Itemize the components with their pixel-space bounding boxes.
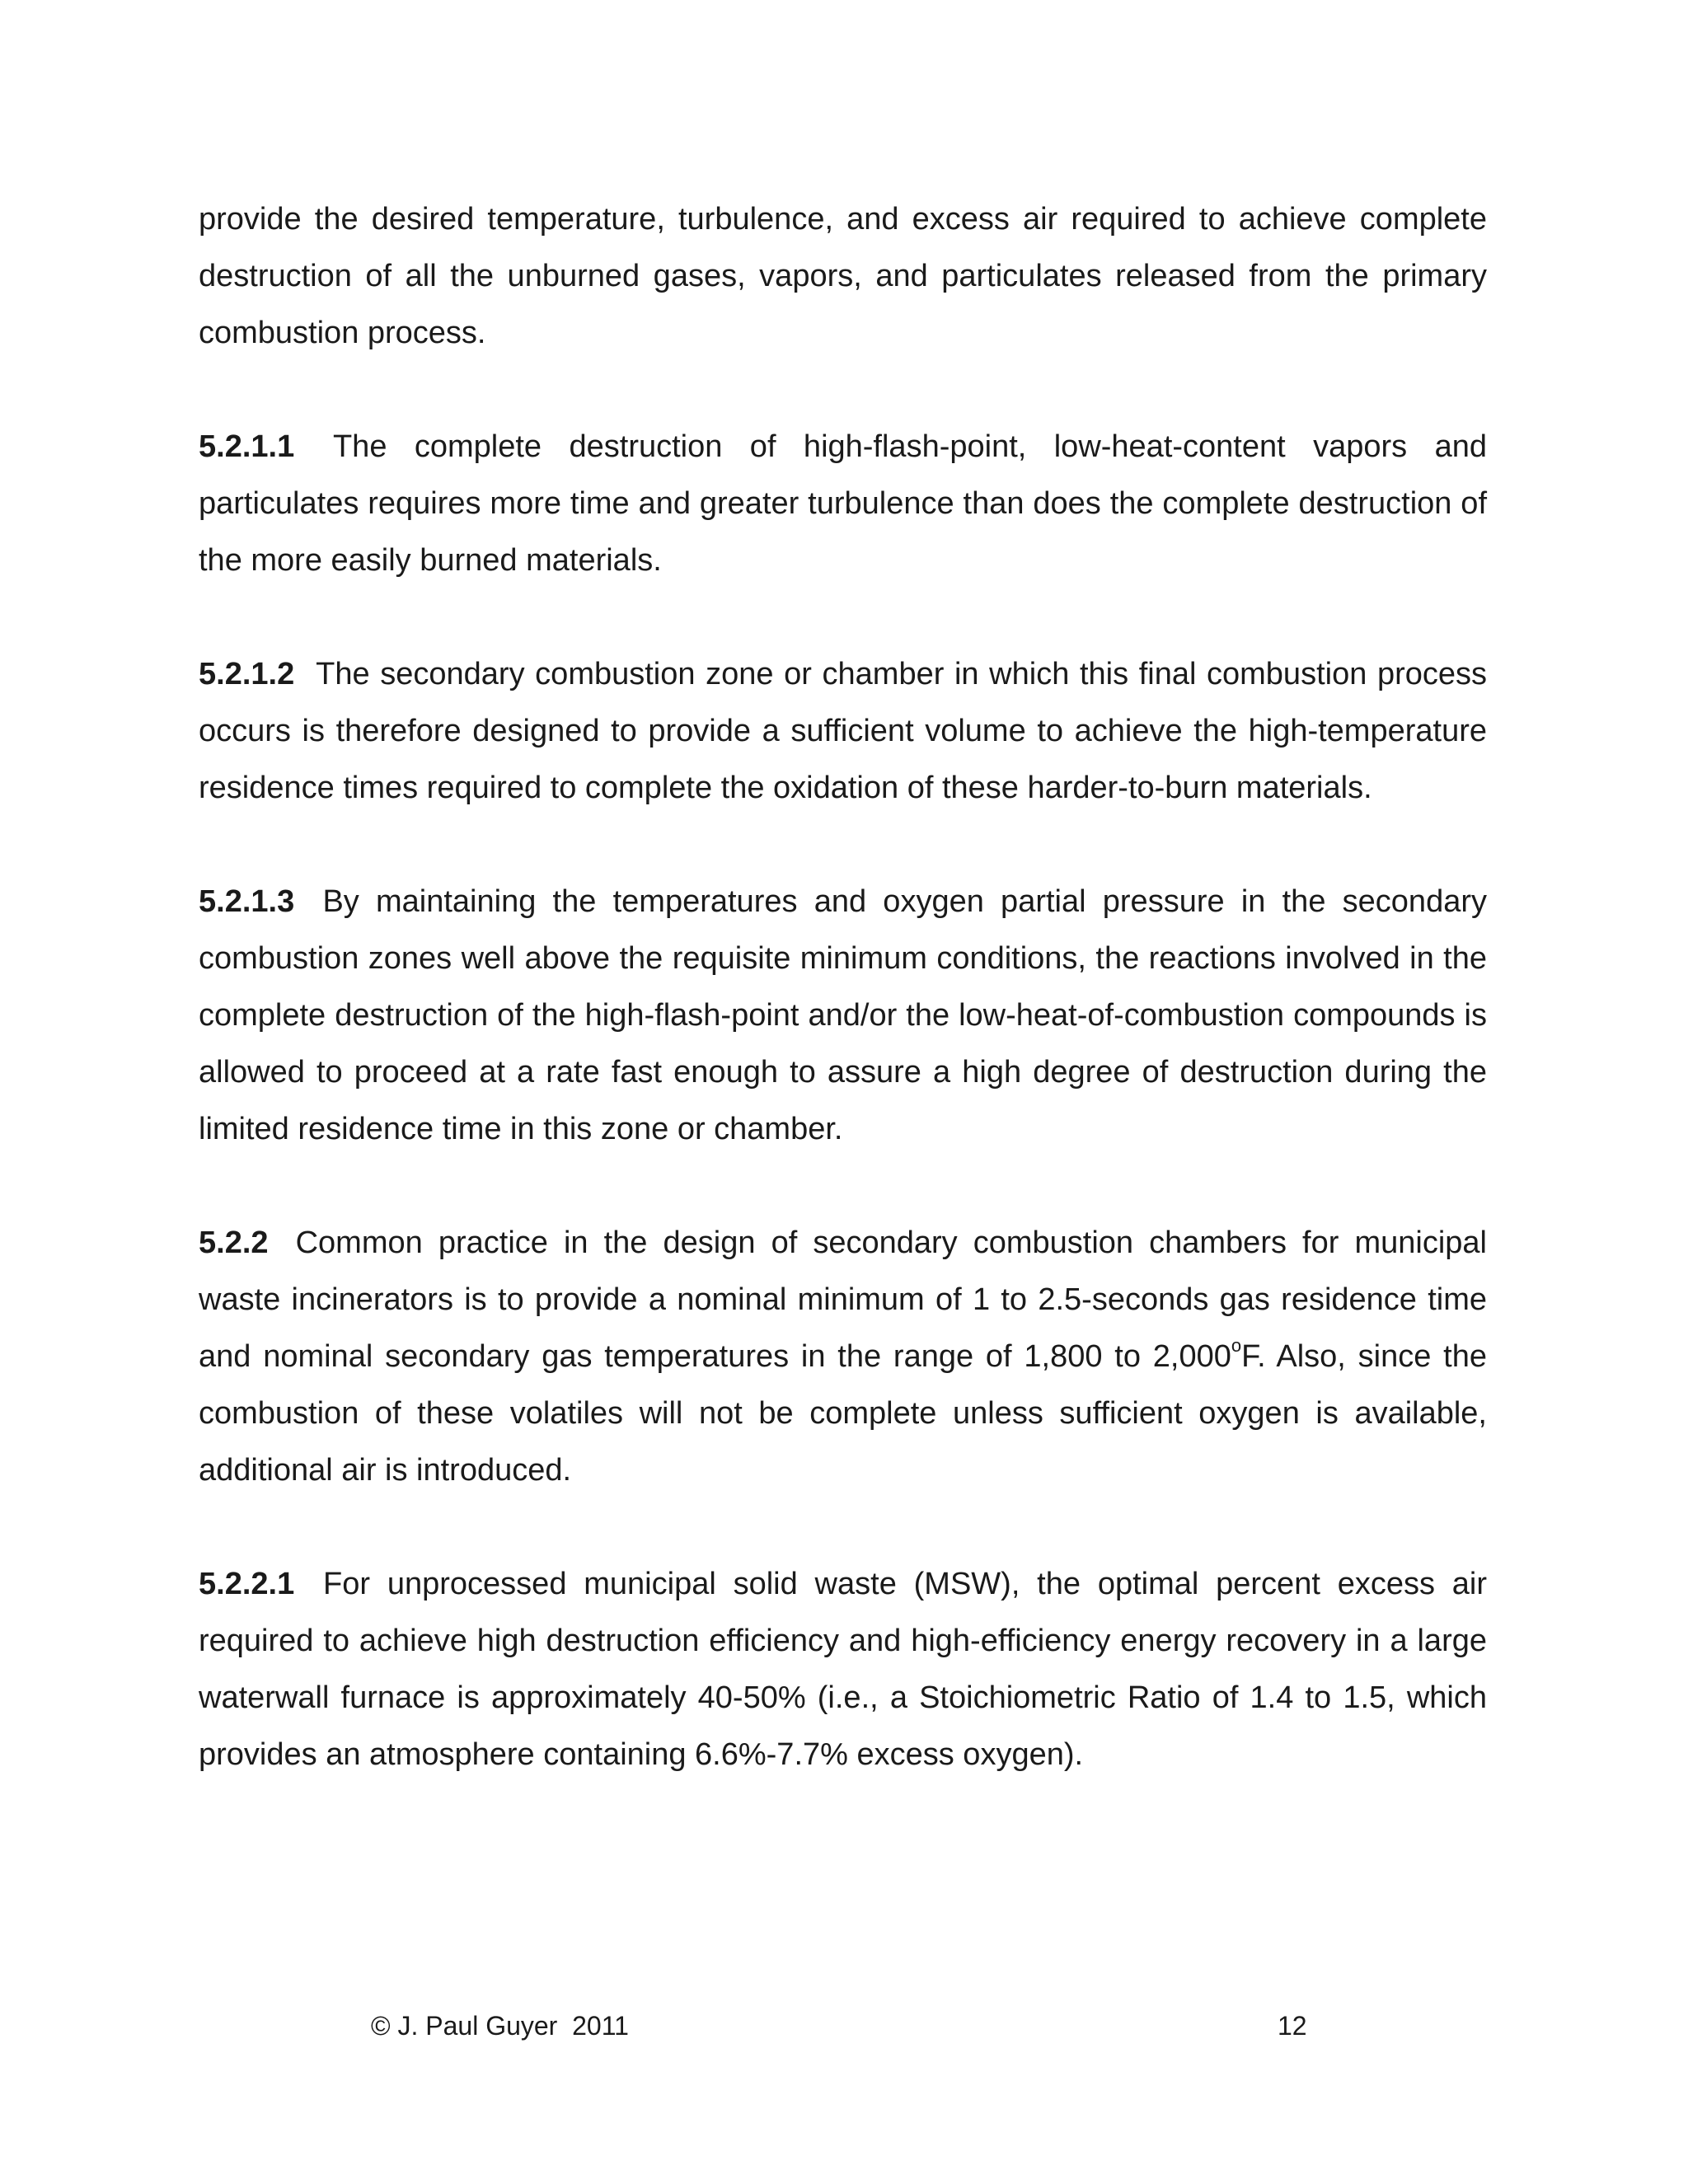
degree-superscript: o [1231,1335,1242,1357]
section-number: 5.2.1.3 [199,884,295,919]
paragraph-5-2-2 [199,1215,1487,1499]
footer-copyright: © J. Paul Guyer 2011 [371,2011,629,2041]
paragraph-text: By maintaining the temperatures and oxygen partial pressure in the secondary combustion zones well above the requisite minimum conditions, the reactions involved in the complete destruction of the high-flash-point and/or the low-heat-of-combustion compounds is allowed to proceed at a rate fast enough to assure a high degree of destruction during the limited residence time in this zone or chamber. [199,884,1487,1146]
section-number: 5.2.1.1 [199,429,295,464]
paragraph-text: The complete destruction of high-flash-point, low-heat-content vapors and particulates requires more time and greater turbulence than does the complete destruction of the more easily burned materials. [199,429,1487,578]
paragraph-text-after: F. Also, since the combustion of these volatiles will not be complete unless sufficient oxygen is available, additional air is introduced. [199,1339,1487,1488]
paragraph-text: The secondary combustion zone or chamber in which this final combustion process occurs is therefore designed to provide a sufficient volume to achieve the high-temperature residence times required to complete the oxidation of these harder-to-burn materials. [199,657,1488,805]
page-number: 12 [1278,2011,1307,2041]
paragraph-5-2-1-3 [199,874,1487,1158]
paragraph-text: provide the desired temperature, turbulence, and excess air required to achieve complete destruction of all the unburned gases, vapors, and particulates released from the primary combustion process. [199,202,1487,350]
paragraph-5-2-1-1 [199,419,1487,589]
paragraph-text: For unprocessed municipal solid waste (MSW), the optimal percent excess air required to achieve high destruction efficiency and high-efficiency energy recovery in a large waterwall furnace is approximately 40-50% (i.e., a Stoichiometric Ratio of 1.4 to 1.5, which provides an atmosphere containing 6.6%-7.7% excess oxygen). [199,1567,1488,1772]
page-body [199,191,1487,1840]
section-number: 5.2.2 [199,1226,269,1260]
section-number: 5.2.2.1 [199,1567,295,1601]
paragraph-intro [199,191,1487,362]
paragraph-5-2-1-2 [199,646,1487,817]
paragraph-5-2-2-1 [199,1556,1487,1783]
paragraph-text-before: Common practice in the design of secondary combustion chambers for municipal waste incinerators is to provide a nominal minimum of 1 to 2.5-seconds gas residence time and nominal secondary gas temperatures in the range of 1,800 to 2,000 [199,1226,1487,1374]
section-number: 5.2.1.2 [199,657,295,691]
